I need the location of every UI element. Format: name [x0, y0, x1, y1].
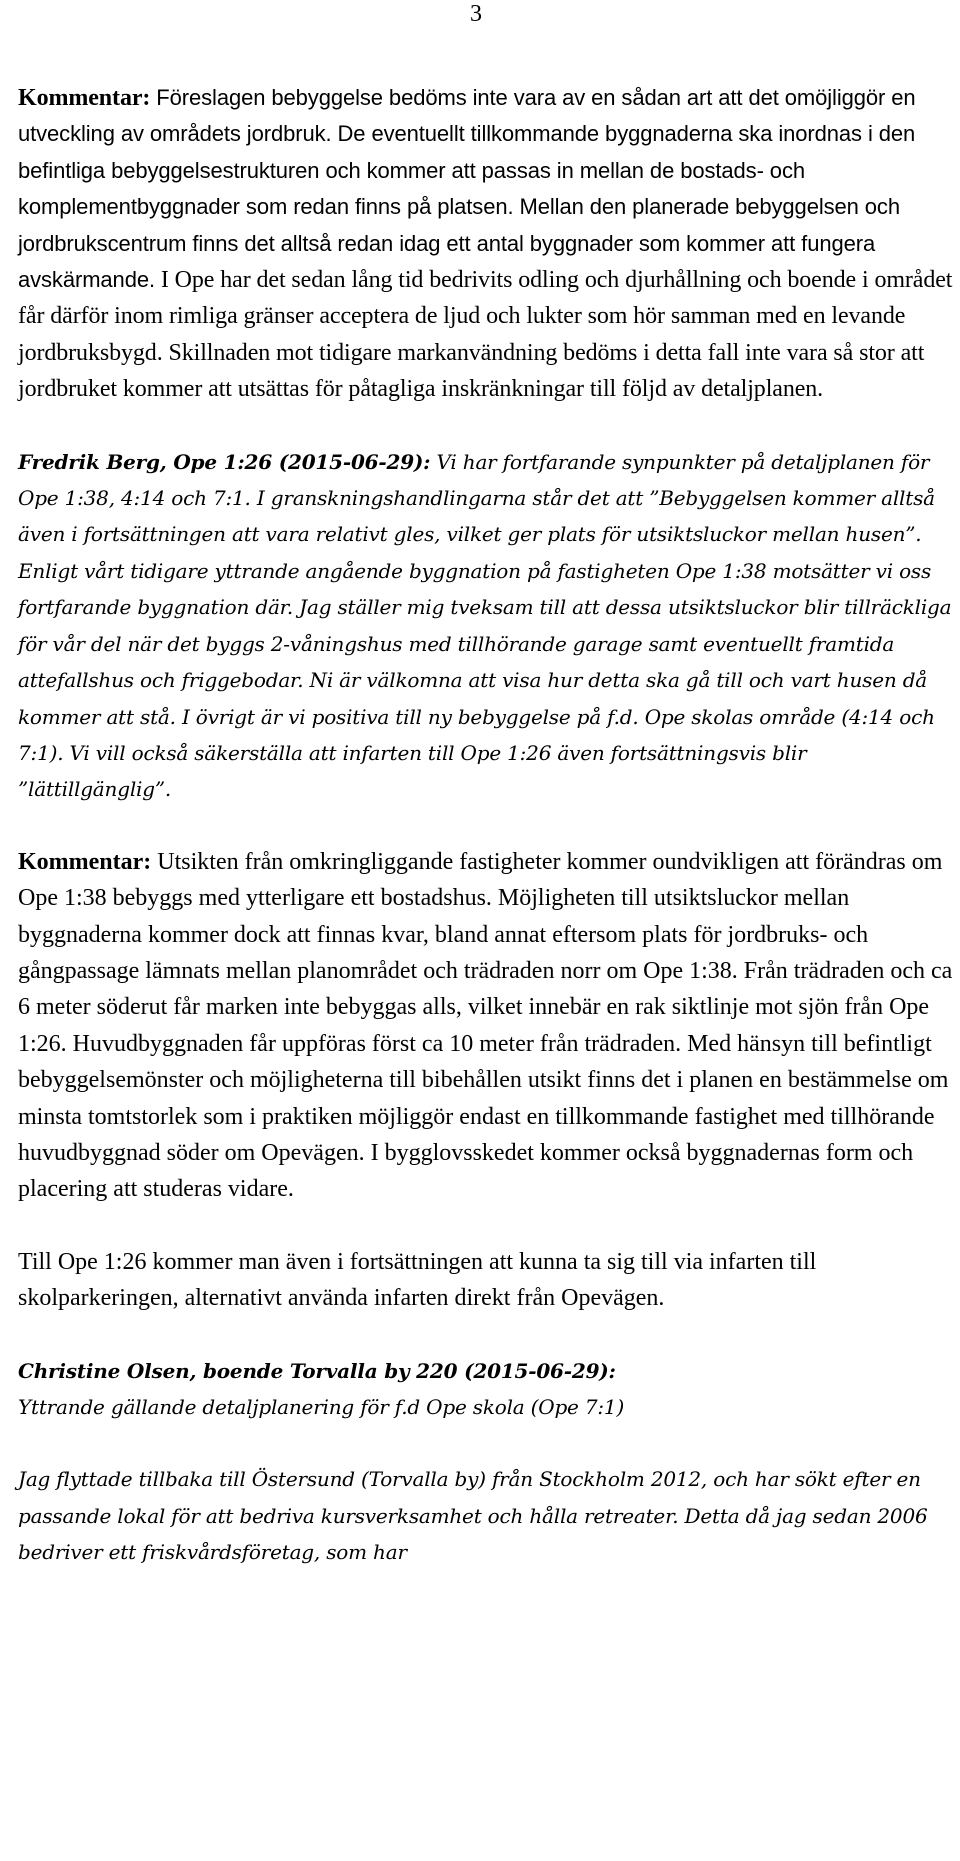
- opinion-heading: Christine Olsen, boende Torvalla by 220 (2015-06-29):: [18, 1358, 616, 1383]
- opinion-text-olsen: Jag flyttade tillbaka till Östersund (Torvalla by) från Stockholm 2012, och har sökt efter en passande lokal för att bedriva kursverksamhet och hålla retreater. Detta då jag sedan 2006 bedriver ett friskvårdsföretag, som har: [18, 1467, 928, 1565]
- opinion-christine-olsen: [18, 1353, 958, 1426]
- page-number: 3: [470, 1, 482, 27]
- comment-text-a: Föreslagen bebyggelse bedöms inte vara av en sådan art att det omöjliggör en utveckling av områdets jordbruk. De eventuellt tillkommande byggnaderna ska inordnas i den befintliga bebyggelsestrukturen och kommer att passas in mellan de bostads- och komplementbyggnader som redan finns på platsen. Mellan den planerade bebyggelsen och jordbrukscentrum finns det alltså redan idag ett antal byggnader som kommer att fungera avskärmande.: [18, 85, 916, 293]
- access-paragraph: Till Ope 1:26 kommer man även i fortsättningen att kunna ta sig till via infarten till skolparkeringen, alternativt använda infarten direkt från Opevägen.: [18, 1248, 817, 1312]
- comment-label: Kommentar:: [18, 848, 152, 875]
- comment-paragraph-1: [18, 80, 958, 408]
- opinion-subheading: Yttrande gällande detaljplanering för f.d Ope skola (Ope 7:1): [18, 1395, 625, 1419]
- comment-label: Kommentar:: [18, 85, 151, 111]
- comment-text-b: I Ope har det sedan lång tid bedrivits odling och djurhållning och boende i området får därför inom rimliga gränser acceptera de ljud och lukter som hör samman med en levande jordbruksbygd. Skillnaden mot tidigare markanvändning bedöms i detta fall inte vara så stor att jordbruket kommer att utsättas för påtagliga inskränkningar till följd av detaljplanen.: [18, 267, 953, 403]
- opinion-heading: Fredrik Berg, Ope 1:26 (2015-06-29):: [18, 449, 431, 474]
- document-body: [18, 80, 958, 1571]
- opinion-text: Vi har fortfarande synpunkter på detaljplanen för Ope 1:38, 4:14 och 7:1. I granskningshandlingarna står det att ”Bebyggelsen kommer alltså även i fortsättningen att vara relativt gles, vilket ger plats för utsiktsluckor mellan husen”. Enligt vårt tidigare yttrande angående byggnation på fastigheten Ope 1:38 motsätter vi oss fortfarande byggnation där. Jag ställer mig tveksam till att dessa utsiktsluckor blir tillräckliga för vår del när det byggs 2-våningshus med tillhörande garage samt eventuellt framtida attefallshus och friggebodar. Ni är välkomna att visa hur detta ska gå till och vart husen då kommer att stå. I övrigt är vi positiva till ny bebyggelse på f.d. Ope skolas område (4:14 och 7:1). Vi vill också säkerställa att infarten till Ope 1:26 även fortsättningsvis blir ”lättillgänglig”.: [18, 449, 952, 802]
- opinion-fredrik-berg: [18, 444, 958, 808]
- comment-paragraph-2: [18, 844, 958, 1208]
- comment-text: Utsikten från omkringliggande fastigheter kommer oundvikligen att förändras om Ope 1:38 bebyggs med ytterligare ett bostadshus. Möjligheten till utsiktsluckor mellan byggnaderna kommer dock att finnas kvar, bland annat eftersom plats för jordbruks- och gångpassage lämnats mellan planområdet och trädraden norr om Ope 1:38. Från trädraden och ca 6 meter söderut får marken inte bebyggas alls, vilket innebär en rak siktlinje mot sjön från Ope 1:26. Huvudbyggnaden får uppföras först ca 10 meter från trädraden. Med hänsyn till befintligt bebyggelsemönster och möjligheterna till bibehållen utsikt finns det i planen en bestämmelse om minsta tomtstorlek som i praktiken möjliggör endast en tillkommande fastighet med tillhörande huvudbyggnad söder om Opevägen. I bygglovsskedet kommer också byggnadernas form och placering att studeras vidare.: [18, 848, 953, 1203]
